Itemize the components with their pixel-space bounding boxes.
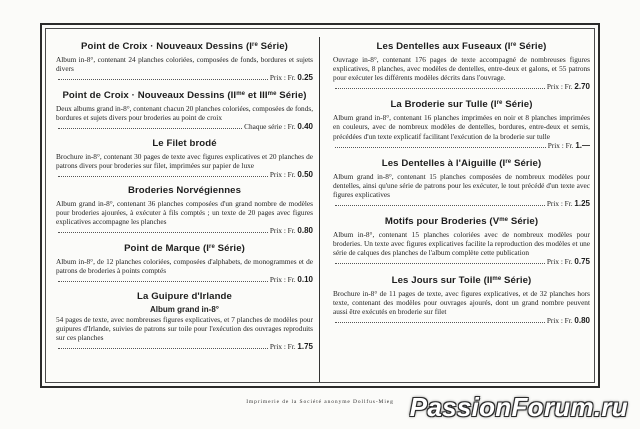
catalog-entry <box>56 291 313 351</box>
price <box>244 122 313 131</box>
catalog-entry <box>333 97 590 149</box>
leader-dots <box>335 82 545 89</box>
page-frame <box>40 23 600 388</box>
price-line <box>333 141 590 150</box>
entry-series: I <box>206 243 210 255</box>
entry-title <box>56 138 313 150</box>
price-label: Prix : Fr. <box>546 315 573 325</box>
entry-series-word: Série <box>276 90 304 102</box>
printer-footer: Imprimerie de la Société anonyme Dollfus-Mieg <box>246 399 394 405</box>
catalog-entry <box>333 156 590 208</box>
price-label: Prix : Fr. <box>269 73 296 83</box>
price-value: 2.70 <box>574 82 590 92</box>
price-label: Chaque série : Fr. <box>244 122 296 132</box>
entry-description: Album grand in-8°, contenant 36 planches composées d'un grand nombre de modèles pour broderies ajourées, à exécuter à fils comptés ; un texte de 20 pages avec figures explicatives accompagne les planches <box>56 198 313 227</box>
price <box>547 316 590 325</box>
entry-title-text: La Guipure d'Irlande <box>137 290 232 302</box>
price <box>270 170 313 179</box>
price <box>547 82 590 91</box>
price-value: 0.50 <box>297 169 313 179</box>
entry-series-word: Série <box>502 99 530 111</box>
entry-description: Album in-8°, contenant 24 planches coloriées, composées de fonds, bordures et sujets divers <box>56 55 313 74</box>
entry-description: Deux albums grand in-8°, contenant chacun 20 planches coloriées, composées de fonds, bordures et sujets divers pour broderies au point de croix <box>56 104 314 123</box>
entry-series-word: Série <box>516 41 544 52</box>
entry-title-text: La Broderie sur Tulle <box>390 99 488 111</box>
price-value: 0.80 <box>574 315 590 325</box>
entry-title-text: Point de Marque <box>124 243 201 255</box>
entry-title: Point de Croix · Nouveaux Dessins (Ire Série) <box>81 41 288 52</box>
entry-description: 54 pages de texte, avec nombreuses figures explicatives, et 7 planches de modèles pour guipures d'Irlande, suivies de patrons sur toile pour l'exécution des ouvrages reproduits sur ces planches <box>56 314 313 342</box>
leader-dots <box>335 199 545 206</box>
entry-series-sup: me <box>267 91 277 98</box>
entry-series: I <box>507 41 511 52</box>
column-divider <box>319 37 320 382</box>
catalog-entry <box>56 138 313 179</box>
price-line <box>333 199 590 208</box>
entry-description: Album grand in-8°, contenant 16 planches imprimées en noir et 8 planches imprimées en couleurs, avec de nombreux modèles de dentelles, bordures, entre-deux et semis, précédées d'un texte explicatif facilitant l'exécution de la broderie sur tulle <box>333 113 590 141</box>
price-value: 0.80 <box>297 226 313 236</box>
price-line <box>56 275 313 284</box>
price-line <box>56 170 313 179</box>
entry-title: Les Dentelles aux Fuseaux (Ire Série) <box>376 41 547 52</box>
leader-dots <box>335 316 545 323</box>
entry-series: I <box>493 99 497 111</box>
entry-series-sup: re <box>505 158 512 165</box>
entry-title <box>56 185 313 197</box>
leader-dots <box>58 226 268 233</box>
price <box>270 226 313 235</box>
price <box>270 275 313 284</box>
price-line <box>333 82 590 91</box>
price-line <box>333 257 590 266</box>
entry-title <box>56 291 313 303</box>
entry-description: Album grand in-8°, contenant 15 planches composées de nombreux modèles pour dentelles, ainsi qu'une série de patrons pour les exécuter, le tout précédé d'un texte avec figures explicatives <box>333 171 590 199</box>
entry-series-sup: re <box>510 42 517 48</box>
entry-subtitle: Album grand in-8° <box>150 304 219 314</box>
entry-title-text: Les Dentelles à l'Aiguille <box>381 157 497 169</box>
price <box>270 73 313 82</box>
leader-dots <box>58 122 242 129</box>
entry-title: La Broderie sur Tulle (Ire Série) <box>390 99 533 111</box>
watermark: PassionForum.ru <box>409 392 628 422</box>
entry-series: I <box>249 41 253 52</box>
entry-title-text: Les Jours sur Toile <box>391 274 481 286</box>
entry-series-sup: me <box>499 217 509 224</box>
entry-title-text: Les Dentelles aux Fuseaux <box>376 41 502 52</box>
leader-dots <box>58 73 268 80</box>
entry-description: Album in-8°, de 12 planches coloriées, composées d'alphabets, de monogrammes et de patrons de broderies à points comptés <box>56 257 313 276</box>
price-line <box>56 342 313 351</box>
price-label: Prix : Fr. <box>269 275 296 285</box>
entry-description: Album in-8°, contenant 15 planches coloriées avec de nombreux modèles pour broderies. Un texte avec figures explicatives facilite la reproduction des modèles et une série de calques des planches de l'album complète cette publication <box>333 230 590 258</box>
entry-title-text: Motifs pour Broderies <box>384 216 487 228</box>
right-column <box>333 39 590 374</box>
price-value: 0.40 <box>297 122 313 132</box>
leader-dots <box>58 275 268 282</box>
entry-title-text: Point de Croix · Nouveaux Dessins <box>81 41 244 52</box>
price-label: Prix : Fr. <box>546 199 573 209</box>
entry-title: Les Dentelles à l'Aiguille (Ire Série) <box>381 157 542 169</box>
entry-series: II <box>230 90 237 102</box>
entry-title-text: Broderies Norvégiennes <box>127 184 242 196</box>
entry-series-word: Série <box>214 243 242 255</box>
leader-dots <box>335 257 545 264</box>
catalog-entry <box>56 88 313 131</box>
entry-series-sup: me <box>236 91 246 98</box>
entry-description: Ouvrage in-8°, contenant 176 pages de texte accompagné de nombreuses figures explicatives, 8 planches, avec modèles de dentelles, entre-deux et galons, et 55 patrons pour exécuter les différents modèles décrits dans l'ouvrage. <box>333 55 590 83</box>
entry-series-sup: re <box>252 42 258 48</box>
entry-description: Brochure in-8°, contenant 30 pages de texte avec figures explicatives et 20 planches de patrons divers pour broderies sur filet, imprimées sur papier de luxe <box>56 151 313 170</box>
catalog-entry <box>56 185 313 235</box>
page-frame-inner <box>45 28 595 383</box>
price <box>548 141 590 150</box>
leader-dots <box>58 170 268 177</box>
entry-series-word: Série <box>511 157 538 169</box>
entry-series: II <box>486 274 493 286</box>
price-value: 1.75 <box>297 341 313 351</box>
entry-series: V <box>492 216 500 228</box>
entry-title: Motifs pour Broderies ($V^{me}$ Série) <box>384 216 539 228</box>
entry-title: Les Jours sur Toile ($II^{me}$ Série) <box>391 274 532 286</box>
price <box>547 199 590 208</box>
price-label: Prix : Fr. <box>546 82 573 92</box>
price-line <box>56 226 313 235</box>
catalog-entry <box>333 214 590 266</box>
price <box>270 342 313 351</box>
entry-series-sup: me <box>492 275 502 282</box>
entry-series-sup: re <box>209 244 215 251</box>
price-label: Prix : Fr. <box>269 169 296 179</box>
price-label: Prix : Fr. <box>269 226 296 236</box>
catalog-entry <box>56 39 313 82</box>
entry-series-sup: re <box>496 100 503 107</box>
entry-description: Brochure in-8° de 11 pages de texte, avec figures explicatives, et de 32 planches hors texte, contenant des modèles pour ouvrages ajourés, dont un grand nombre peuvent aussi être exécutés en broderie sur filet <box>333 288 590 316</box>
catalog-entry <box>333 39 590 91</box>
price-value: 0.75 <box>574 257 590 267</box>
entry-title-text: Le Filet brodé <box>152 137 217 149</box>
price-label: Prix : Fr. <box>547 140 574 150</box>
leader-dots <box>58 342 268 349</box>
catalog-entry <box>56 241 313 284</box>
leader-dots <box>335 141 546 148</box>
entry-series-word: et III <box>245 90 268 102</box>
entry-series-word: Série <box>501 274 529 286</box>
entry-series: I <box>502 157 506 169</box>
entry-series-word: Série <box>257 41 285 52</box>
price-value: 1.— <box>575 140 590 150</box>
price-label: Prix : Fr. <box>269 341 296 351</box>
price-line <box>333 316 590 325</box>
price-value: 0.25 <box>297 73 313 83</box>
entry-title: Point de Croix · Nouveaux Dessins ($II^{me}$ et $III^{me}$ Série) <box>62 90 307 102</box>
entry-title: Point de Marque (Ire Série) <box>124 243 245 255</box>
price-value: 0.10 <box>297 275 313 285</box>
price-value: 1.25 <box>574 199 590 209</box>
left-column <box>56 39 313 374</box>
entry-series-word: Série <box>508 216 535 228</box>
price-label: Prix : Fr. <box>546 257 573 267</box>
entry-title-text: Point de Croix · Nouveaux Dessins <box>62 90 225 102</box>
price-line <box>56 73 313 82</box>
price-line <box>56 122 313 131</box>
price <box>547 257 590 266</box>
catalog-entry <box>333 273 590 325</box>
